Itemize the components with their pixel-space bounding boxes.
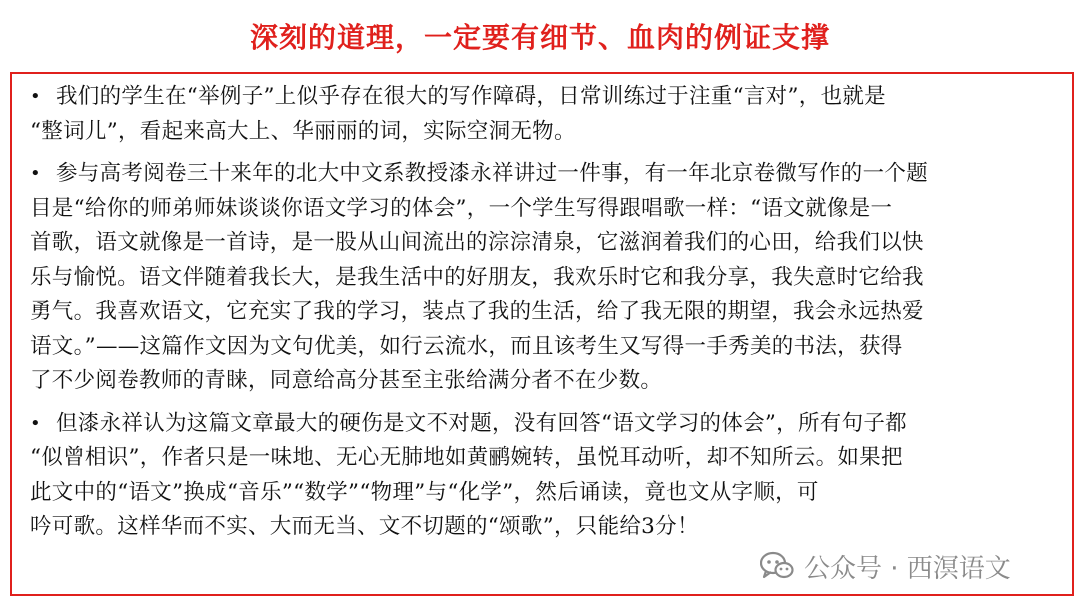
paragraph-1 — [30, 80, 1070, 149]
paragraph-line: • 参与高考阅卷三十来年的北大中文系教授漆永祥讲过一件事，有一年北京卷微写作的一个题 — [30, 157, 1070, 192]
paragraph-3 — [30, 407, 1070, 545]
content-body — [30, 80, 1070, 553]
paragraph-line: 语文。”——这篇作文因为文句优美，如行云流水，而且该考生又写得一手秀美的书法，获得 — [30, 333, 903, 359]
paragraph-2 — [30, 157, 1070, 399]
paragraph-line: 首歌，语文就像是一首诗，是一股从山间流出的淙淙清泉，它滋润着我们的心田，给我们以快 — [30, 230, 924, 255]
paragraph-line: 吟可歌。这样华而不实、大而无当、文不切题的“颂歌”，只能给3分！ — [30, 514, 699, 539]
paragraph-line: 目是“给你的师弟师妹谈谈你语文学习的体会”，一个学生写得跟唱歌一样：“语文就像是一 — [30, 195, 893, 221]
wechat-icon — [760, 551, 794, 581]
paragraph-line: “似曾相识”，作者只是一味地、无心无肺地如黄鹂婉转，虽悦耳动听，却不知所云。如果把 — [30, 445, 903, 470]
paragraph-line: • 我们的学生在“举例子”上似乎存在很大的写作障碍，日常训练过于注重“言对”，也就是 — [30, 80, 1070, 115]
paragraph-line: “整词儿”，看起来高大上、华丽丽的词，实际空洞无物。 — [30, 118, 576, 144]
watermark-text: 公众号 · 西溟语文 — [804, 553, 1011, 584]
paragraph-line: 此文中的“语文”换成“音乐”“数学”“物理”与“化学”，然后诵读，竟也文从字顺，可 — [30, 479, 819, 505]
paragraph-line: 乐与愉悦。语文伴随着我长大，是我生活中的好朋友，我欢乐时它和我分享，我失意时它给我 — [30, 264, 924, 290]
bullet-icon: • — [30, 412, 41, 434]
paragraph-line: 了不少阅卷教师的青睐，同意给高分甚至主张给满分者不在少数。 — [30, 368, 663, 393]
watermark — [760, 546, 1011, 586]
bullet-icon: • — [30, 163, 41, 184]
paragraph-line: • 但漆永祥认为这篇文章最大的硬伤是文不对题，没有回答“语文学习的体会”，所有句子都 — [30, 407, 1070, 442]
paragraph-line: 勇气。我喜欢语文，它充实了我的学习，装点了我的生活，给了我无限的期望，我会永远热爱 — [30, 299, 924, 324]
page-title: 深刻的道理，一定要有细节、血肉的例证支撑 — [249, 21, 830, 54]
bullet-icon: • — [30, 86, 41, 107]
